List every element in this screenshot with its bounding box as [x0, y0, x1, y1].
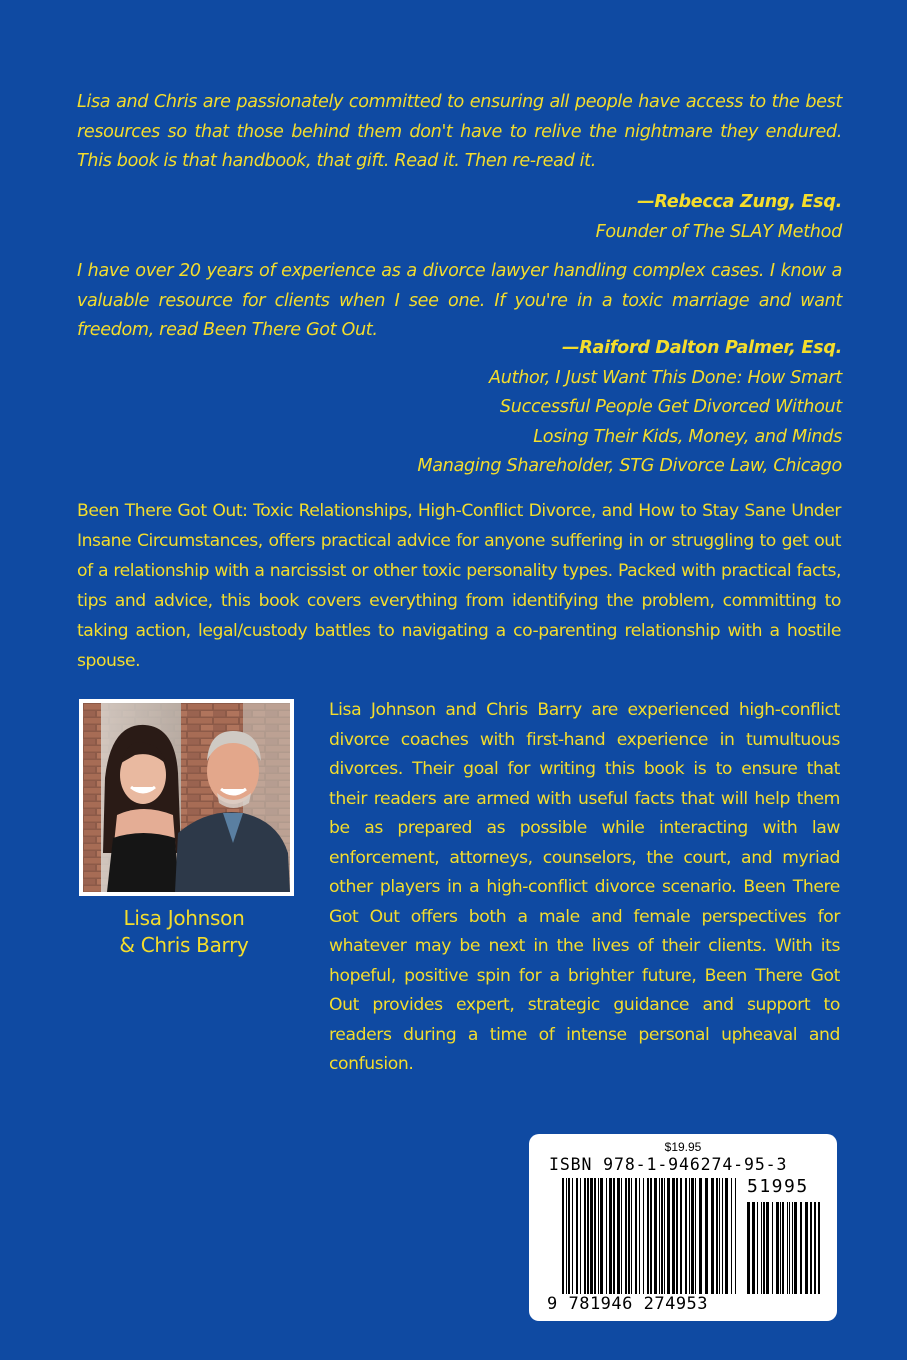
author-photo-image — [83, 703, 290, 892]
photo-caption-line-2: & Chris Barry — [119, 933, 249, 957]
barcode-isbn: ISBN 978-1-946274-95-3 — [549, 1155, 788, 1174]
testimonial-1 — [77, 88, 842, 177]
testimonial-2-text: I have over 20 years of experience as a divorce lawyer handling complex cases. I know a valuable resource for clients when I see one. If you're in a toxic marriage and want freedom, read Been There Got Out. — [77, 261, 842, 340]
testimonial-2 — [77, 257, 842, 346]
barcode-addon-number: 51995 — [747, 1176, 809, 1197]
testimonial-1-credential: Founder of The SLAY Method — [595, 221, 842, 242]
testimonial-2-credential: Managing Shareholder, STG Divorce Law, Chicago — [417, 456, 842, 476]
testimonial-2-credential: Author, I Just Want This Done: How Smart — [489, 367, 842, 388]
testimonial-1-attribution — [596, 188, 842, 247]
testimonial-2-credential: Losing Their Kids, Money, and Minds — [533, 426, 842, 447]
author-bio: Lisa Johnson and Chris Barry are experienced high-conflict divorce coaches with first-hand experience in tumultuous divorces. Their goal for writing this book is to ensure that their readers are armed with useful facts that will help them be as prepared as possible while interacting with law enforcement, attorneys, counselors, the court, and myriad other players in a high-conflict divorce scenario. Been There Got Out offers both a male and female perspectives for whatever may be next in the lives of their clients. With its hopeful, positive spin for a brighter future, Been There Got Out provides expert, strategic guidance and support to readers during a time of intense personal upheaval and confusion. — [329, 700, 840, 1074]
photo-caption-line-1: Lisa Johnson — [123, 906, 245, 930]
testimonial-2-credential: Successful People Get Divorced Without — [499, 397, 842, 417]
barcode-ean-digits: 9 781946 274953 — [547, 1294, 709, 1314]
barcode-price: $19.95 — [664, 1140, 702, 1154]
author-photo-frame — [79, 699, 294, 896]
author-photo — [83, 703, 290, 892]
testimonial-1-author: —Rebecca Zung, Esq. — [637, 192, 842, 212]
testimonial-1-text: Lisa and Chris are passionately committed to ensuring all people have access to the best resources so that those behind them don't have to relive the nightmare they endured. This book is that handbook, that gift. Read it. Then re-read it. — [77, 92, 842, 171]
testimonial-2-author: —Raiford Dalton Palmer, Esq. — [561, 338, 842, 358]
book-description: Been There Got Out: Toxic Relationships, High-Conflict Divorce, and How to Stay Sane Under Insane Circumstances, offers practical advice for anyone suffering in or struggling to get out of a relationship with a narcissist or other toxic personality types. Packed with practical facts, tips and advice, this book covers everything from identifying the problem, committing to taking action, legal/custody battles to navigating a co-parenting relationship with a hostile spouse. — [77, 501, 841, 671]
barcode-bars — [529, 1134, 837, 1321]
isbn-barcode — [529, 1134, 837, 1321]
photo-caption — [79, 905, 289, 959]
testimonial-2-attribution — [417, 334, 842, 482]
